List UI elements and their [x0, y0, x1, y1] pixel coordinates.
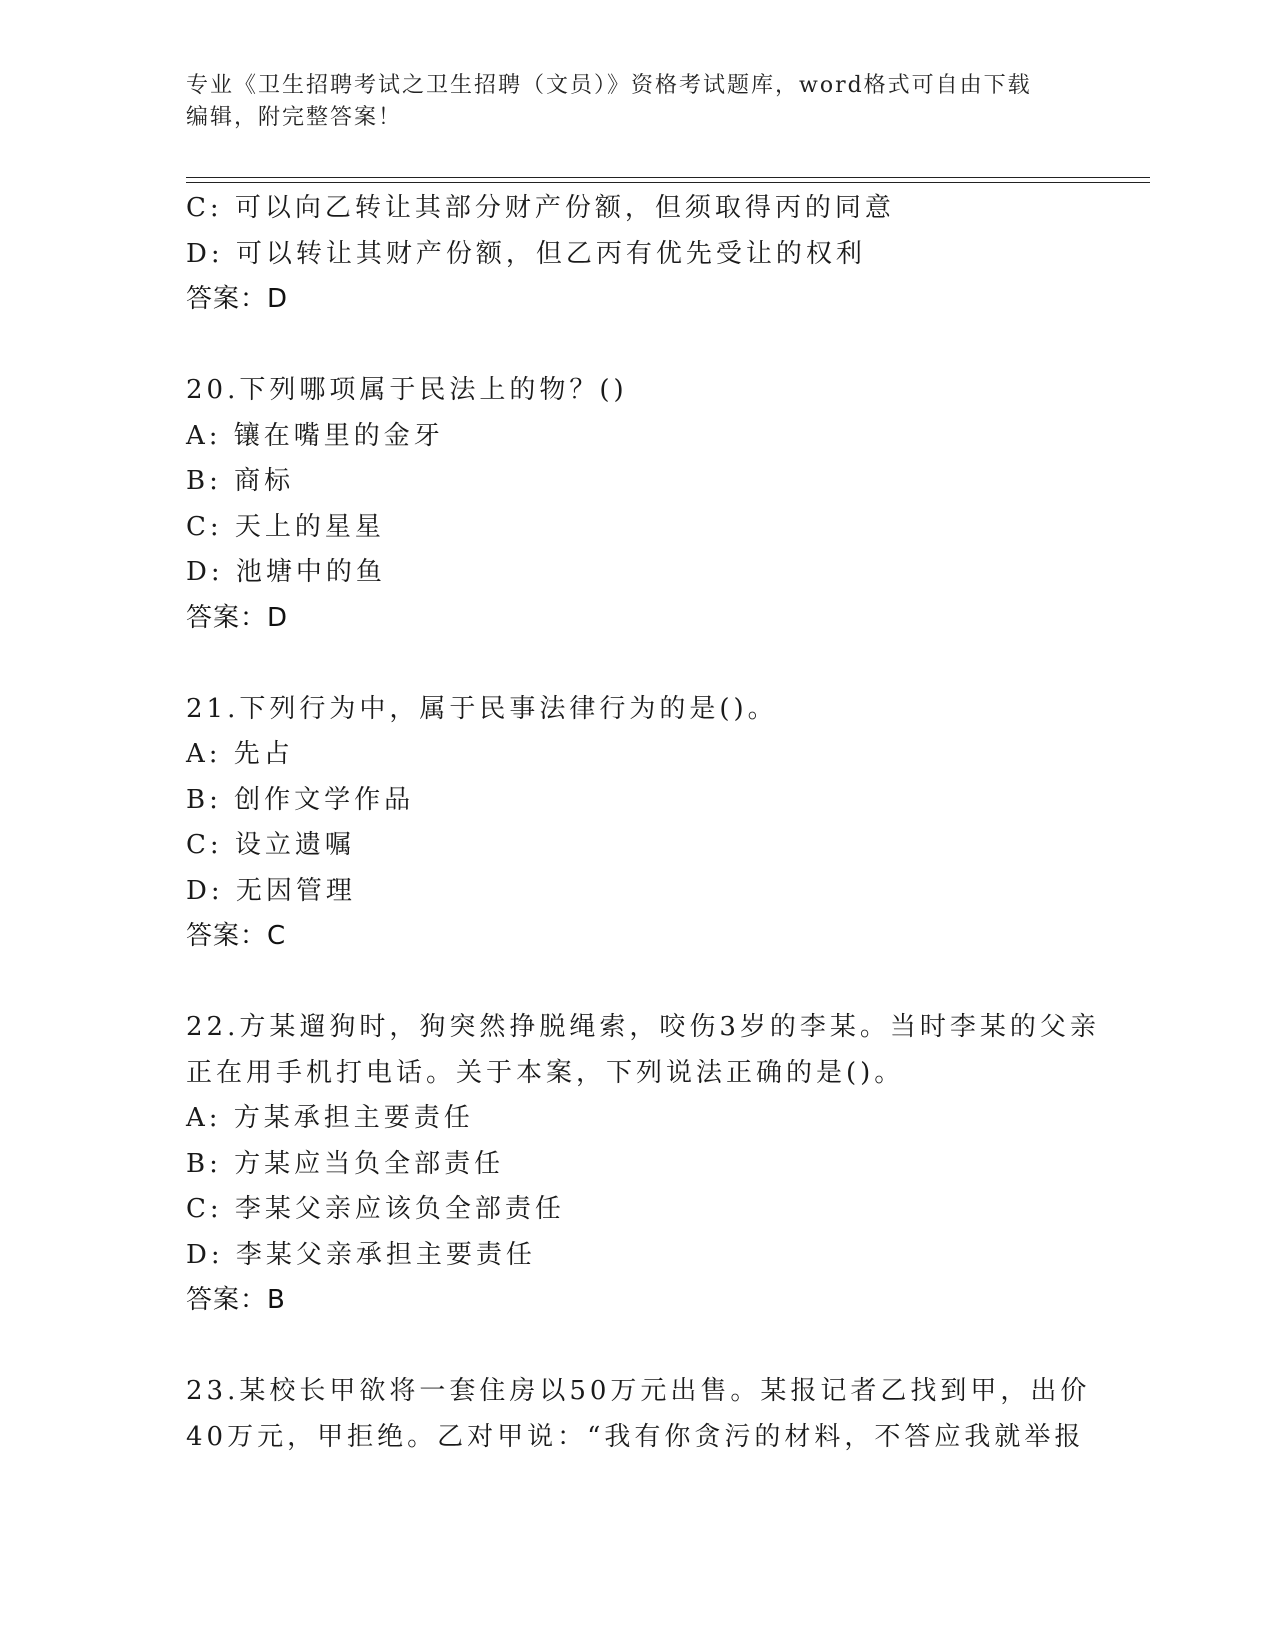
answer-line: 答案：D [186, 602, 289, 633]
question-stem-line-1: 22.方某遛狗时，狗突然挣脱绳索，咬伤3岁的李某。当时李某的父亲 [186, 1012, 1100, 1042]
spacer [186, 641, 1086, 687]
answer-line: 答案：C [186, 921, 287, 951]
option-d: D: 可以转让其财产份额，但乙丙有优先受让的权利 [186, 238, 866, 269]
option-d: D: 无因管理 [186, 875, 356, 906]
option-b: B: 创作文学作品 [186, 784, 415, 815]
spacer [186, 323, 1086, 369]
question-stem-line-2: 40万元，甲拒绝。乙对甲说：“我有你贪污的材料，不答应我就举报 [186, 1421, 1085, 1452]
spacer [186, 1324, 1086, 1370]
question-stem-line-1: 23.某校长甲欲将一套住房以50万元出售。某报记者乙找到甲，出价 [186, 1376, 1091, 1406]
question-stem-line-2: 正在用手机打电话。关于本案，下列说法正确的是()。 [186, 1057, 905, 1088]
answer-line: 答案：B [186, 1285, 286, 1315]
question-stem: 21.下列行为中，属于民事法律行为的是()。 [186, 693, 778, 724]
option-d: D: 池塘中的鱼 [186, 557, 386, 587]
option-a: A: 镶在嘴里的金牙 [186, 420, 444, 451]
option-b: B: 商标 [186, 466, 295, 496]
header-line-2: 编辑，附完整答案！ [186, 105, 403, 130]
question-19-tail [186, 186, 1086, 323]
option-a: A: 方某承担主要责任 [186, 1103, 474, 1133]
option-c: C: 设立遗嘱 [186, 830, 355, 860]
spacer [186, 960, 1086, 1006]
option-b: B: 方某应当负全部责任 [186, 1148, 505, 1179]
question-23 [186, 1369, 1091, 1460]
header-line-1: 专业《卫生招聘考试之卫生招聘（文员）》资格考试题库，word格式可自由下载 [186, 73, 1032, 98]
document-header [186, 70, 1086, 134]
question-list [186, 186, 1100, 1460]
question-22 [186, 1005, 1100, 1324]
header-rule-bottom [186, 182, 1150, 183]
question-21 [186, 687, 1086, 960]
option-d: D: 李某父亲承担主要责任 [186, 1239, 536, 1270]
question-stem: 20.下列哪项属于民法上的物？() [186, 375, 628, 405]
header-rule-top [186, 177, 1150, 178]
option-c: C: 天上的星星 [186, 511, 385, 542]
option-c: C: 李某父亲应该负全部责任 [186, 1194, 565, 1224]
question-20 [186, 368, 1086, 641]
answer-line: 答案：D [186, 284, 289, 314]
option-a: A: 先占 [186, 739, 294, 769]
option-c: C: 可以向乙转让其部分财产份额，但须取得丙的同意 [186, 193, 895, 223]
